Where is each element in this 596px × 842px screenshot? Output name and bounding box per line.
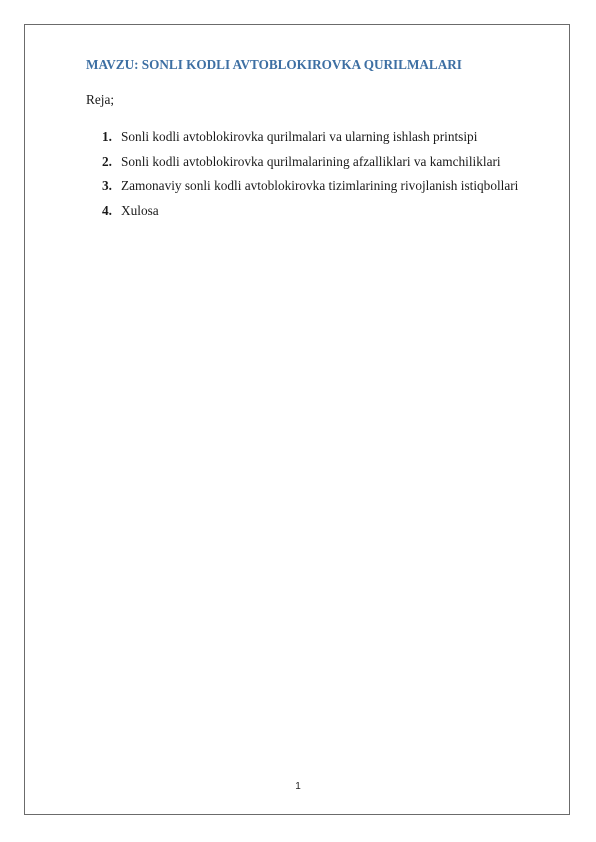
plan-item-text: Zamonaviy sonli kodli avtoblokirovka tizimlarining rivojlanish istiqbollari: [121, 178, 519, 193]
plan-item-number: 4.: [102, 202, 112, 218]
plan-item-number: 2.: [102, 153, 112, 169]
page-number: 1: [295, 781, 301, 792]
plan-item-number: 3.: [102, 178, 112, 193]
document-title: MAVZU: SONLI KODLI AVTOBLOKIROVKA QURILMALARI: [86, 57, 462, 72]
plan-item-text: Sonli kodli avtoblokirovka qurilmalari va ularning ishlash printsipi: [121, 129, 478, 144]
plan-item-number: 1.: [102, 129, 112, 144]
plan-item-text: Sonli kodli avtoblokirovka qurilmalarining afzalliklari va kamchiliklari: [121, 153, 501, 169]
plan-heading: Reja;: [86, 92, 115, 107]
plan-item-text: Xulosa: [121, 202, 159, 218]
